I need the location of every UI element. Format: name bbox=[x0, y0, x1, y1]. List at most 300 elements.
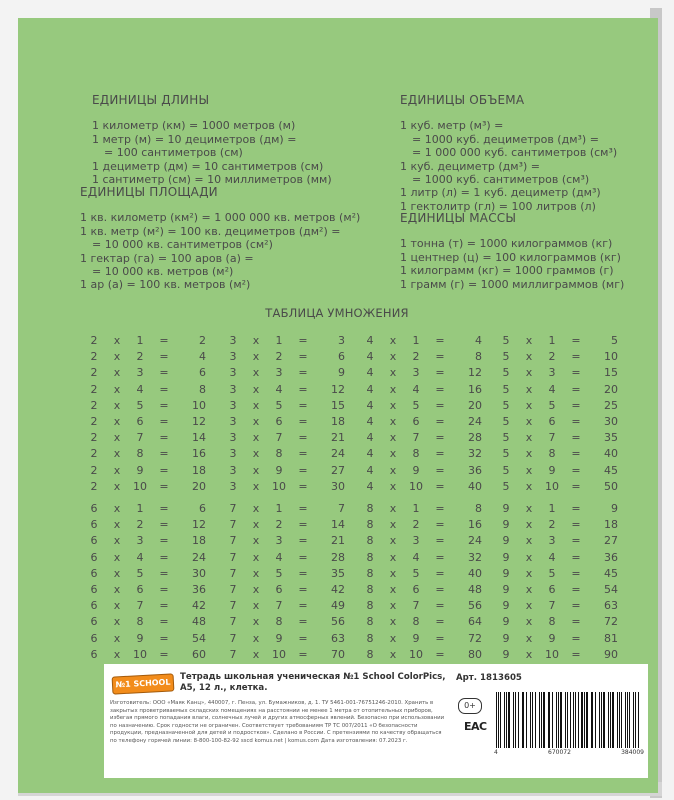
multiplier: 3 bbox=[548, 534, 556, 548]
equals-sign: = bbox=[435, 447, 445, 461]
multiplication-row bbox=[88, 399, 226, 415]
equals-sign: = bbox=[159, 615, 169, 629]
product: 36 bbox=[468, 463, 482, 477]
product: 30 bbox=[604, 414, 618, 428]
equals-sign: = bbox=[298, 447, 308, 461]
product: 3 bbox=[338, 334, 345, 347]
product: 4 bbox=[475, 334, 482, 347]
product: 6 bbox=[199, 366, 206, 380]
times-sign: x bbox=[252, 631, 260, 645]
multiplication-row bbox=[88, 502, 226, 518]
volume-units-section bbox=[400, 94, 617, 213]
multiplication-row bbox=[227, 518, 365, 534]
multiplier: 3 bbox=[275, 534, 283, 548]
multiplication-row bbox=[88, 480, 226, 496]
multiplier: 8 bbox=[275, 447, 283, 461]
times-sign: x bbox=[525, 479, 533, 493]
multiplication-row bbox=[500, 583, 638, 599]
equals-sign: = bbox=[159, 366, 169, 380]
multiplicand: 4 bbox=[366, 334, 374, 347]
equals-sign: = bbox=[571, 615, 581, 629]
multiplicand: 4 bbox=[366, 431, 374, 445]
product: 18 bbox=[604, 518, 618, 532]
multiplier: 3 bbox=[136, 534, 144, 548]
equals-sign: = bbox=[435, 599, 445, 613]
product: 28 bbox=[331, 550, 345, 564]
product: 64 bbox=[468, 615, 482, 629]
multiplication-row bbox=[364, 383, 502, 399]
product: 15 bbox=[331, 398, 345, 412]
multiplication-row bbox=[227, 383, 365, 399]
product: 40 bbox=[468, 479, 482, 493]
multiplicand: 3 bbox=[229, 334, 237, 347]
barcode-bar bbox=[532, 692, 533, 748]
multiplication-row bbox=[364, 615, 502, 631]
multiplicand: 9 bbox=[502, 599, 510, 613]
multiplication-row bbox=[500, 567, 638, 583]
times-sign: x bbox=[389, 463, 397, 477]
barcode-digit-group: 670072 bbox=[548, 749, 571, 756]
times-sign: x bbox=[113, 431, 121, 445]
area-line: 1 кв. метр (м²) = 100 кв. дециметров (дм²) = bbox=[80, 224, 341, 238]
barcode-bar bbox=[627, 692, 628, 748]
volume-line: 1 куб. дециметр (дм³) = bbox=[400, 159, 540, 173]
equals-sign: = bbox=[159, 631, 169, 645]
equals-sign: = bbox=[571, 582, 581, 596]
multiplier: 3 bbox=[275, 366, 283, 380]
barcode-bar bbox=[541, 692, 542, 748]
product: 10 bbox=[192, 398, 206, 412]
product: 27 bbox=[604, 534, 618, 548]
multiplicand: 2 bbox=[90, 398, 98, 412]
product: 20 bbox=[192, 479, 206, 493]
times-sign: x bbox=[389, 334, 397, 347]
equals-sign: = bbox=[571, 566, 581, 580]
multiplicand: 8 bbox=[366, 534, 374, 548]
product: 27 bbox=[331, 463, 345, 477]
barcode-bar bbox=[621, 692, 622, 748]
multiplicand: 8 bbox=[366, 502, 374, 515]
barcode-bar bbox=[601, 692, 602, 748]
multiplier: 8 bbox=[548, 615, 556, 629]
multiplicand: 7 bbox=[229, 518, 237, 532]
eac-certification-mark: EAC bbox=[464, 720, 487, 733]
product: 18 bbox=[192, 534, 206, 548]
multiplier: 8 bbox=[412, 447, 420, 461]
equals-sign: = bbox=[298, 382, 308, 396]
times-sign: x bbox=[113, 550, 121, 564]
volume-units-heading: ЕДИНИЦЫ ОБЪЕМА bbox=[400, 93, 525, 107]
product: 32 bbox=[468, 550, 482, 564]
multiplier: 6 bbox=[412, 414, 420, 428]
multiplicand: 6 bbox=[90, 550, 98, 564]
multiplicand: 6 bbox=[90, 518, 98, 532]
multiplicand: 6 bbox=[90, 582, 98, 596]
equals-sign: = bbox=[159, 599, 169, 613]
product: 12 bbox=[192, 414, 206, 428]
multiplier: 6 bbox=[275, 414, 283, 428]
product: 4 bbox=[199, 350, 206, 364]
multiplicand: 5 bbox=[502, 414, 510, 428]
multiplication-row bbox=[227, 431, 365, 447]
equals-sign: = bbox=[298, 518, 308, 532]
multiplication-row bbox=[227, 334, 365, 350]
multiplicand: 4 bbox=[366, 447, 374, 461]
length-line: 1 километр (км) = 1000 метров (м) bbox=[92, 119, 296, 133]
times-sign: x bbox=[389, 534, 397, 548]
multiplication-row bbox=[364, 399, 502, 415]
multiplicand: 3 bbox=[229, 414, 237, 428]
product: 72 bbox=[604, 615, 618, 629]
product: 90 bbox=[604, 647, 618, 661]
equals-sign: = bbox=[435, 479, 445, 493]
times-sign: x bbox=[389, 382, 397, 396]
multiplicand: 4 bbox=[366, 414, 374, 428]
multiplication-row bbox=[227, 350, 365, 366]
times-sign: x bbox=[252, 534, 260, 548]
barcode-bar bbox=[633, 692, 634, 748]
barcode-bar bbox=[560, 692, 562, 748]
multiplication-row bbox=[227, 464, 365, 480]
multiplicand: 6 bbox=[90, 534, 98, 548]
product: 5 bbox=[611, 334, 618, 347]
times-sign: x bbox=[525, 615, 533, 629]
multiplier: 6 bbox=[136, 582, 144, 596]
product: 15 bbox=[604, 366, 618, 380]
multiplicand: 5 bbox=[502, 382, 510, 396]
barcode-bar bbox=[638, 692, 639, 748]
times-sign: x bbox=[252, 366, 260, 380]
multiplication-row bbox=[227, 599, 365, 615]
multiplier: 3 bbox=[412, 366, 420, 380]
length-line: 1 сантиметр (см) = 10 миллиметров (мм) bbox=[92, 173, 332, 187]
multiplicand: 3 bbox=[229, 382, 237, 396]
multiplication-row bbox=[88, 350, 226, 366]
area-line: = 10 000 кв. метров (м²) bbox=[92, 265, 234, 279]
multiplication-row bbox=[364, 567, 502, 583]
times-sign: x bbox=[525, 431, 533, 445]
barcode-bar bbox=[612, 692, 614, 748]
barcode-bar bbox=[573, 692, 574, 748]
multiplicand: 4 bbox=[366, 382, 374, 396]
equals-sign: = bbox=[571, 631, 581, 645]
barcode-digit-group: 384009 bbox=[621, 749, 644, 756]
times-sign: x bbox=[389, 431, 397, 445]
multiplicand: 6 bbox=[90, 502, 98, 515]
multiplication-row bbox=[364, 551, 502, 567]
multiplier: 9 bbox=[275, 463, 283, 477]
product: 14 bbox=[331, 518, 345, 532]
multiplication-block bbox=[88, 334, 226, 496]
times-sign: x bbox=[113, 350, 121, 364]
multiplicand: 7 bbox=[229, 566, 237, 580]
product: 24 bbox=[468, 534, 482, 548]
barcode-bar bbox=[506, 692, 507, 748]
equals-sign: = bbox=[298, 582, 308, 596]
multiplication-row bbox=[88, 632, 226, 648]
barcode-bar bbox=[570, 692, 571, 748]
volume-line: = 1000 куб. дециметров (дм³) = bbox=[412, 132, 599, 146]
product: 70 bbox=[331, 647, 345, 661]
multiplier: 10 bbox=[272, 647, 286, 661]
equals-sign: = bbox=[435, 382, 445, 396]
equals-sign: = bbox=[298, 550, 308, 564]
multiplication-row bbox=[88, 447, 226, 463]
area-line: = 10 000 кв. сантиметров (см²) bbox=[92, 238, 273, 252]
multiplicand: 9 bbox=[502, 631, 510, 645]
barcode-digit-group: 4 bbox=[494, 749, 498, 756]
product: 80 bbox=[468, 647, 482, 661]
multiplicand: 9 bbox=[502, 615, 510, 629]
multiplier: 5 bbox=[136, 398, 144, 412]
equals-sign: = bbox=[571, 447, 581, 461]
equals-sign: = bbox=[571, 463, 581, 477]
multiplier: 10 bbox=[545, 479, 559, 493]
multiplicand: 5 bbox=[502, 463, 510, 477]
product: 18 bbox=[192, 463, 206, 477]
product: 56 bbox=[468, 599, 482, 613]
barcode-bar bbox=[539, 692, 540, 748]
equals-sign: = bbox=[298, 599, 308, 613]
product: 40 bbox=[468, 566, 482, 580]
equals-sign: = bbox=[298, 566, 308, 580]
times-sign: x bbox=[389, 447, 397, 461]
multiplicand: 7 bbox=[229, 631, 237, 645]
product: 63 bbox=[331, 631, 345, 645]
brand-logo: №1 SCHOOL bbox=[112, 673, 175, 694]
multiplicand: 5 bbox=[502, 431, 510, 445]
product: 6 bbox=[199, 502, 206, 515]
times-sign: x bbox=[389, 350, 397, 364]
multiplication-row bbox=[227, 447, 365, 463]
multiplier: 1 bbox=[136, 502, 144, 515]
product: 54 bbox=[192, 631, 206, 645]
barcode-bar bbox=[635, 692, 636, 748]
multiplicand: 4 bbox=[366, 463, 374, 477]
times-sign: x bbox=[113, 647, 121, 661]
times-sign: x bbox=[389, 599, 397, 613]
barcode-bar bbox=[526, 692, 527, 748]
product: 21 bbox=[331, 534, 345, 548]
product: 12 bbox=[192, 518, 206, 532]
volume-line: 1 литр (л) = 1 куб. дециметр (дм³) bbox=[400, 186, 601, 200]
multiplication-row bbox=[227, 366, 365, 382]
barcode-bar bbox=[567, 692, 568, 748]
multiplier: 5 bbox=[136, 566, 144, 580]
product: 18 bbox=[331, 414, 345, 428]
multiplicand: 9 bbox=[502, 566, 510, 580]
product: 35 bbox=[604, 431, 618, 445]
times-sign: x bbox=[113, 566, 121, 580]
equals-sign: = bbox=[435, 463, 445, 477]
multiplication-row bbox=[500, 350, 638, 366]
volume-line: = 1000 куб. сантиметров (см³) bbox=[412, 173, 590, 187]
equals-sign: = bbox=[298, 615, 308, 629]
multiplicand: 4 bbox=[366, 366, 374, 380]
mass-line: 1 грамм (г) = 1000 миллиграммов (мг) bbox=[400, 277, 625, 291]
multiplicand: 8 bbox=[366, 518, 374, 532]
multiplier: 9 bbox=[412, 463, 420, 477]
multiplicand: 9 bbox=[502, 582, 510, 596]
product: 8 bbox=[475, 502, 482, 515]
equals-sign: = bbox=[298, 647, 308, 661]
multiplier: 4 bbox=[136, 550, 144, 564]
product: 16 bbox=[468, 382, 482, 396]
product: 20 bbox=[604, 382, 618, 396]
product: 12 bbox=[331, 382, 345, 396]
barcode-bar bbox=[617, 692, 618, 748]
product: 60 bbox=[192, 647, 206, 661]
equals-sign: = bbox=[298, 502, 308, 515]
product: 14 bbox=[192, 431, 206, 445]
multiplication-row bbox=[364, 431, 502, 447]
multiplication-row bbox=[88, 583, 226, 599]
multiplier: 10 bbox=[545, 647, 559, 661]
times-sign: x bbox=[525, 463, 533, 477]
multiplication-row bbox=[500, 399, 638, 415]
area-line: 1 кв. километр (км²) = 1 000 000 кв. метров (м²) bbox=[80, 211, 361, 225]
equals-sign: = bbox=[435, 502, 445, 515]
times-sign: x bbox=[252, 431, 260, 445]
product: 20 bbox=[468, 398, 482, 412]
equals-sign: = bbox=[571, 534, 581, 548]
equals-sign: = bbox=[435, 414, 445, 428]
product: 9 bbox=[611, 502, 618, 515]
product-name: Тетрадь школьная ученическая №1 School ColorPics, A5, 12 л., клетка. bbox=[180, 672, 446, 693]
barcode-bar bbox=[498, 692, 499, 748]
barcode-bar bbox=[496, 692, 497, 748]
multiplicand: 2 bbox=[90, 350, 98, 364]
multiplication-row bbox=[500, 480, 638, 496]
product-label bbox=[104, 664, 648, 778]
multiplication-row bbox=[500, 518, 638, 534]
equals-sign: = bbox=[571, 518, 581, 532]
multiplicand: 9 bbox=[502, 550, 510, 564]
multiplier: 3 bbox=[412, 534, 420, 548]
multiplier: 1 bbox=[275, 502, 283, 515]
barcode-bar bbox=[592, 692, 593, 748]
multiplication-row bbox=[364, 599, 502, 615]
mass-line: 1 тонна (т) = 1000 килограммов (кг) bbox=[400, 237, 613, 251]
multiplication-row bbox=[500, 648, 638, 664]
length-line: = 100 сантиметров (см) bbox=[104, 146, 243, 160]
barcode-bar bbox=[522, 692, 523, 748]
multiplicand: 8 bbox=[366, 550, 374, 564]
multiplier: 8 bbox=[275, 615, 283, 629]
article-number: Арт. 1813605 bbox=[456, 673, 522, 683]
times-sign: x bbox=[525, 502, 533, 515]
equals-sign: = bbox=[159, 414, 169, 428]
multiplication-row bbox=[364, 648, 502, 664]
times-sign: x bbox=[525, 414, 533, 428]
mass-units-heading: ЕДИНИЦЫ МАССЫ bbox=[400, 211, 517, 225]
times-sign: x bbox=[113, 615, 121, 629]
multiplier: 10 bbox=[409, 647, 423, 661]
times-sign: x bbox=[113, 518, 121, 532]
times-sign: x bbox=[113, 631, 121, 645]
multiplier: 10 bbox=[409, 479, 423, 493]
times-sign: x bbox=[252, 350, 260, 364]
multiplicand: 2 bbox=[90, 479, 98, 493]
multiplicand: 5 bbox=[502, 398, 510, 412]
barcode-bar bbox=[578, 692, 579, 748]
multiplication-row bbox=[364, 502, 502, 518]
equals-sign: = bbox=[298, 631, 308, 645]
product: 42 bbox=[192, 599, 206, 613]
product: 21 bbox=[331, 431, 345, 445]
multiplier: 5 bbox=[548, 566, 556, 580]
manufacturer-info: Изготовитель: ООО «Маяк Канц», 440007, г. Пенза, ул. Бумажников, д. 1. ТУ 5461-001-76751246-2010. Хранить в закрытых проветриваемых складских помещениях на расстоянии не менее 1 метра от отопительных приборов, избегая прямого попадания влаги, солнечных лучей и других атмосферных явлений. Безопасно при использовании по назначению. Срок годности не ограничен. Соответствует требованиям ТР ТС 007/2011 «О безопасности продукции, предназначенной для детей и подростков». Сделано в России. С претензиями по качеству обращаться по телефону горячей линии: 8-800-100-82-92 sscd komus.net | komus.com Дата изготовления: 07.2023 г. bbox=[110, 700, 445, 744]
multiplicand: 7 bbox=[229, 647, 237, 661]
barcode-bar bbox=[543, 692, 544, 748]
times-sign: x bbox=[389, 615, 397, 629]
product: 25 bbox=[604, 398, 618, 412]
equals-sign: = bbox=[159, 566, 169, 580]
multiplier: 10 bbox=[133, 479, 147, 493]
multiplicand: 8 bbox=[366, 631, 374, 645]
times-sign: x bbox=[525, 647, 533, 661]
barcode-bar bbox=[548, 692, 549, 748]
multiplier: 2 bbox=[412, 518, 420, 532]
equals-sign: = bbox=[298, 479, 308, 493]
product: 24 bbox=[331, 447, 345, 461]
multiplier: 4 bbox=[548, 550, 556, 564]
times-sign: x bbox=[113, 398, 121, 412]
equals-sign: = bbox=[159, 350, 169, 364]
product: 49 bbox=[331, 599, 345, 613]
product: 30 bbox=[331, 479, 345, 493]
barcode-bar bbox=[500, 692, 501, 748]
times-sign: x bbox=[389, 366, 397, 380]
multiplicand: 3 bbox=[229, 398, 237, 412]
multiplication-row bbox=[364, 583, 502, 599]
multiplication-row bbox=[500, 632, 638, 648]
times-sign: x bbox=[113, 582, 121, 596]
length-line: 1 метр (м) = 10 дециметров (дм) = bbox=[92, 132, 297, 146]
times-sign: x bbox=[113, 534, 121, 548]
barcode-bar bbox=[575, 692, 576, 748]
multiplier: 5 bbox=[412, 566, 420, 580]
product: 7 bbox=[338, 502, 345, 515]
multiplier: 6 bbox=[275, 582, 283, 596]
multiplication-row bbox=[88, 415, 226, 431]
times-sign: x bbox=[113, 447, 121, 461]
equals-sign: = bbox=[159, 334, 169, 347]
times-sign: x bbox=[525, 334, 533, 347]
multiplication-row bbox=[500, 502, 638, 518]
multiplier: 2 bbox=[275, 518, 283, 532]
equals-sign: = bbox=[159, 534, 169, 548]
times-sign: x bbox=[525, 518, 533, 532]
product: 8 bbox=[475, 350, 482, 364]
multiplicand: 6 bbox=[90, 631, 98, 645]
equals-sign: = bbox=[435, 631, 445, 645]
equals-sign: = bbox=[159, 463, 169, 477]
equals-sign: = bbox=[159, 479, 169, 493]
multiplier: 1 bbox=[548, 502, 556, 515]
multiplication-row bbox=[227, 583, 365, 599]
multiplier: 9 bbox=[548, 631, 556, 645]
multiplier: 5 bbox=[548, 398, 556, 412]
product: 63 bbox=[604, 599, 618, 613]
multiplication-row bbox=[227, 551, 365, 567]
multiplier: 7 bbox=[548, 599, 556, 613]
barcode bbox=[496, 692, 642, 748]
barcode-digits bbox=[494, 749, 644, 756]
area-units-section bbox=[80, 186, 360, 292]
times-sign: x bbox=[389, 398, 397, 412]
equals-sign: = bbox=[298, 398, 308, 412]
